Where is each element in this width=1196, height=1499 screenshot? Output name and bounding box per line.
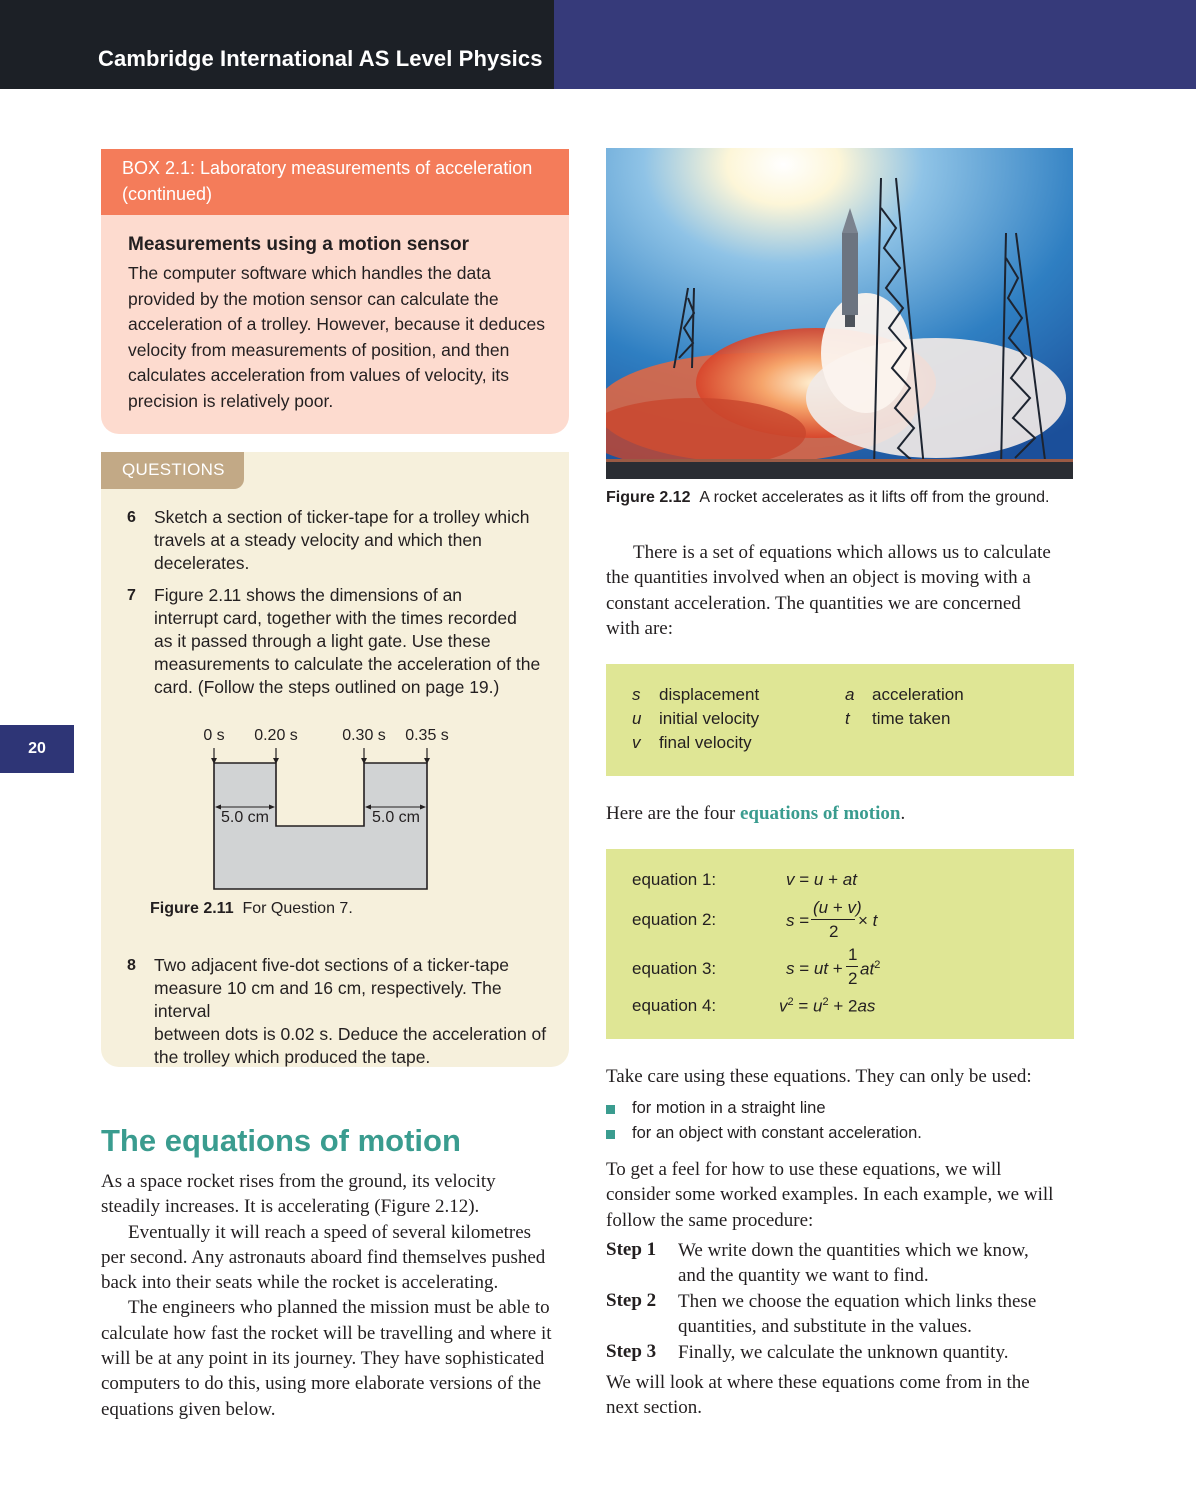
box-subtitle: Measurements using a motion sensor [128,234,470,255]
equation-label: equation 3: [632,959,717,978]
text-line: We will look at where these equations come from in the [606,1372,1030,1393]
question-line: as it passed through a light gate. Use these [154,631,491,651]
time-label: 0.30 s [342,727,386,744]
quantity-t: t time taken [845,709,951,728]
question-number: 8 [127,957,136,974]
text-line: As a space rocket rises from the ground, its velocity [101,1171,496,1192]
width-label: 5.0 cm [220,809,270,826]
box-line: The computer software which handles the data [128,263,491,283]
text-line: and the quantity we want to find. [678,1265,929,1287]
section-heading: The equations of motion [101,1123,461,1158]
time-label: 0.20 s [254,727,298,744]
text-line: calculate how fast the rocket will be travelling and where it [101,1322,552,1344]
care-text: Take care using these equations. They can only be used: [606,1066,1032,1087]
text-line: the quantities involved when an object is moving with a [606,567,1031,589]
question-line: between dots is 0.02 s. Deduce the acceleration of [154,1024,547,1044]
question-line: measurements to calculate the acceleration of the [154,654,541,674]
time-markers [214,748,427,761]
procedure-paragraph [606,1157,1076,1233]
box-line: calculates acceleration from values of velocity, its [128,365,509,385]
bullet-item: for an object with constant acceleration. [632,1124,922,1142]
box-text [128,261,549,414]
step-3-label: Step 3 [606,1341,657,1362]
text-line: There is a set of equations which allows us to calculate [633,542,1051,563]
header-bar-left [0,0,554,89]
text-line: The engineers who planned the mission must be able to [128,1297,550,1319]
keyword-equations-of-motion: equations of motion [739,803,901,824]
box-line: provided by the motion sensor can calculate the [128,288,499,309]
box-line: precision is relatively poor. [128,390,334,411]
step-1-text [678,1238,1068,1289]
question-line: card. (Follow the steps outlined on page 19.) [154,677,500,697]
question-line: Two adjacent five-dot sections of a ticker-tape [154,955,510,975]
text-line: computers to do this, using more elaborate versions of the [101,1373,542,1395]
question-line: interrupt card, together with the times recorded [154,608,517,628]
interrupt-card-diagram [190,720,470,900]
text-line: back into their seats while the rocket is accelerating. [101,1272,499,1294]
step-1-label: Step 1 [606,1239,657,1260]
fraction-bar [846,966,858,967]
time-label: 0.35 s [405,727,449,744]
box-line: acceleration of a trolley. However, because it deduces [128,314,545,334]
equation-3: s = ut + 1 2 $at^2$ [786,945,881,988]
header-bar-right [554,0,1196,89]
rocket-illustration [606,148,1073,479]
text-line: will be at any point in its journey. They have sophisticated [101,1348,545,1370]
box-title-line: (continued) [122,184,213,204]
box-line: velocity from measurements of position, and then [128,339,510,360]
width-label: 5.0 cm [371,809,421,826]
caption-text: A rocket accelerates as it lifts off from the ground. [699,489,1050,506]
fraction-bar [811,919,855,920]
equation-2: s = (u + v) 2 × t [786,898,878,941]
page-number: 20 [0,725,74,773]
text-line: We write down the quantities which we know, [678,1240,1029,1261]
text-line: follow the same procedure: [606,1209,814,1231]
text-line: Then we choose the equation which links these [678,1291,1037,1312]
question-line: measure 10 cm and 16 cm, respectively. The interval [154,978,502,1021]
questions-tab: QUESTIONS [101,452,244,489]
text-line: equations given below. [101,1398,276,1420]
text-line: Eventually it will reach a speed of several kilometres [128,1221,532,1243]
step-3-text [678,1340,1068,1365]
text-line: To get a feel for how to use these equations, we will [606,1159,1002,1180]
question-line: the trolley which produced the tape. [154,1047,431,1067]
question-line: decelerates. [154,553,250,573]
closing-paragraph [606,1370,1076,1421]
text-line: quantities, and substitute in the values. [678,1316,972,1338]
equation-label: equation 4: [632,996,717,1015]
quantity-a: a acceleration [845,685,964,704]
text-line: Finally, we calculate the unknown quantity. [678,1342,1009,1363]
bullet-icon [606,1130,615,1139]
quantity-u: u initial velocity [632,709,760,728]
equation-label: equation 1: [632,870,717,889]
intro-paragraph [606,540,1076,641]
text-line: consider some worked examples. In each example, we will [606,1184,1054,1206]
question-number: 7 [127,587,136,604]
bullet-icon [606,1105,615,1114]
caption-label: Figure 2.11 [150,900,234,917]
question-line: travels at a steady velocity and which then [154,530,482,550]
caption-label: Figure 2.12 [606,489,691,506]
equation-4: $v^2 = u^2 + 2as$ [779,996,876,1016]
interrupt-card-shape [214,763,427,889]
quantity-v: v final velocity [632,733,752,752]
text-line: next section. [606,1397,703,1419]
text-line: constant acceleration. The quantities we are concerned [606,592,1021,614]
caption-text: For Question 7. [242,900,353,917]
text-line: per second. Any astronauts aboard find themselves pushed [101,1246,546,1268]
quantity-s: s displacement [632,685,760,704]
box-title-line: BOX 2.1: Laboratory measurements of acceleration [122,158,533,178]
text-line: steadily increases. It is accelerating (Figure 2.12). [101,1196,480,1218]
box-body [101,215,569,434]
equation-1: v = u + at [786,870,857,889]
bullet-item: for motion in a straight line [632,1099,826,1117]
question-number: 6 [127,509,136,526]
figure-2-11-caption [150,899,353,919]
figure-2-12-caption [606,488,1049,508]
question-line: Figure 2.11 shows the dimensions of an [154,585,463,605]
box-title [101,149,569,215]
question-line: Sketch a section of ticker-tape for a trolley which [154,507,530,527]
text-line: with are: [606,617,674,639]
time-label: 0 s [203,727,225,744]
rocket-launch-photo [606,148,1073,479]
equations-intro: Here are the four equations of motion. [606,803,906,824]
step-2-label: Step 2 [606,1290,657,1311]
step-2-text [678,1289,1068,1340]
book-title: Cambridge International AS Level Physics [98,46,543,71]
section-paragraph-1 [101,1169,571,1422]
equation-label: equation 2: [632,910,717,929]
